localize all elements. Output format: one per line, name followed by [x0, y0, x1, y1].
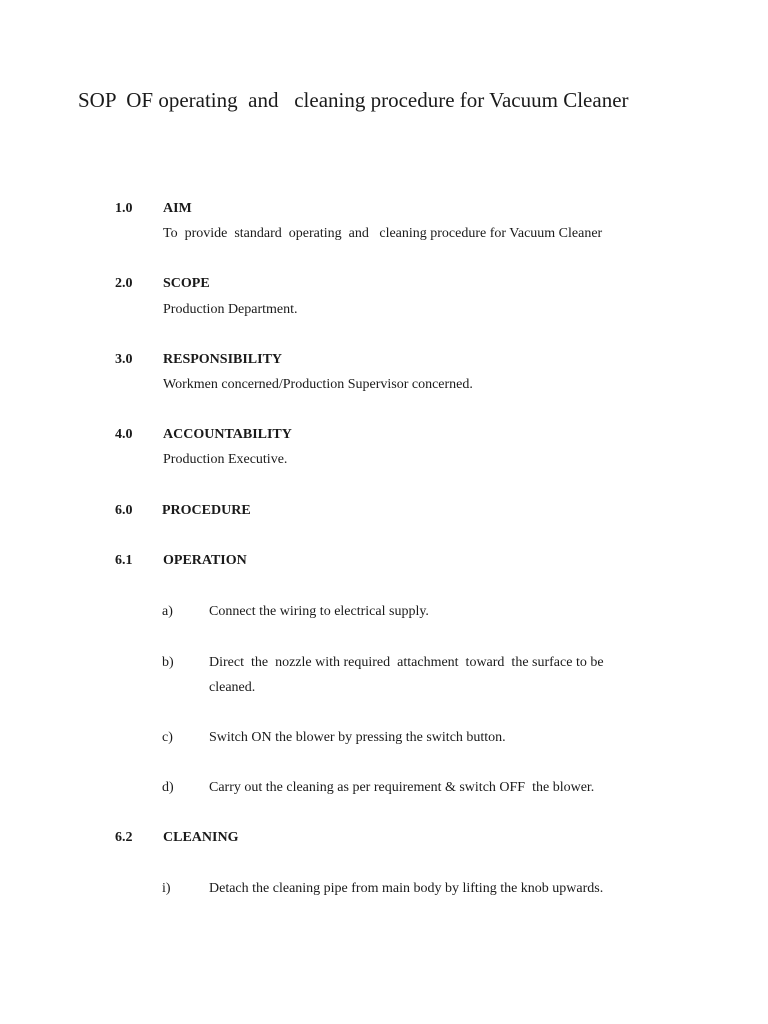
section-heading-responsibility: RESPONSIBILITY	[163, 352, 283, 367]
section-heading-scope: SCOPE	[163, 276, 210, 291]
section-heading-procedure: PROCEDURE	[162, 503, 251, 518]
list-item: Direct the nozzle with required attachment toward the surface to be	[209, 655, 604, 670]
section-number-scope: 2.0	[115, 276, 133, 291]
list-item-continuation: cleaned.	[209, 680, 256, 695]
list-item: Connect the wiring to electrical supply.	[209, 604, 429, 619]
section-heading-accountability: ACCOUNTABILITY	[163, 427, 292, 442]
section-number-responsibility: 3.0	[115, 352, 133, 367]
section-body-aim: To provide standard operating and cleaning procedure for Vacuum Cleaner	[163, 226, 603, 241]
section-number-aim: 1.0	[115, 201, 133, 216]
list-item: Carry out the cleaning as per requirement & switch OFF the blower.	[209, 780, 595, 795]
section-heading-cleaning: CLEANING	[163, 830, 239, 845]
list-marker: i)	[162, 881, 171, 896]
list-item: Switch ON the blower by pressing the switch button.	[209, 730, 506, 745]
section-body-responsibility: Workmen concerned/Production Supervisor concerned.	[163, 377, 473, 392]
section-number-procedure: 6.0	[115, 503, 133, 518]
section-number-operation: 6.1	[115, 553, 133, 568]
document-title: SOP OF operating and cleaning procedure for Vacuum Cleaner	[78, 88, 629, 112]
list-marker: c)	[162, 730, 173, 745]
list-marker: b)	[162, 655, 174, 670]
list-marker: d)	[162, 780, 174, 795]
list-marker: a)	[162, 604, 173, 619]
list-item: Detach the cleaning pipe from main body by lifting the knob upwards.	[209, 881, 604, 896]
section-number-cleaning: 6.2	[115, 830, 133, 845]
section-body-accountability: Production Executive.	[163, 452, 288, 467]
section-heading-operation: OPERATION	[163, 553, 247, 568]
section-body-scope: Production Department.	[163, 302, 298, 317]
section-heading-aim: AIM	[163, 201, 192, 216]
section-number-accountability: 4.0	[115, 427, 133, 442]
